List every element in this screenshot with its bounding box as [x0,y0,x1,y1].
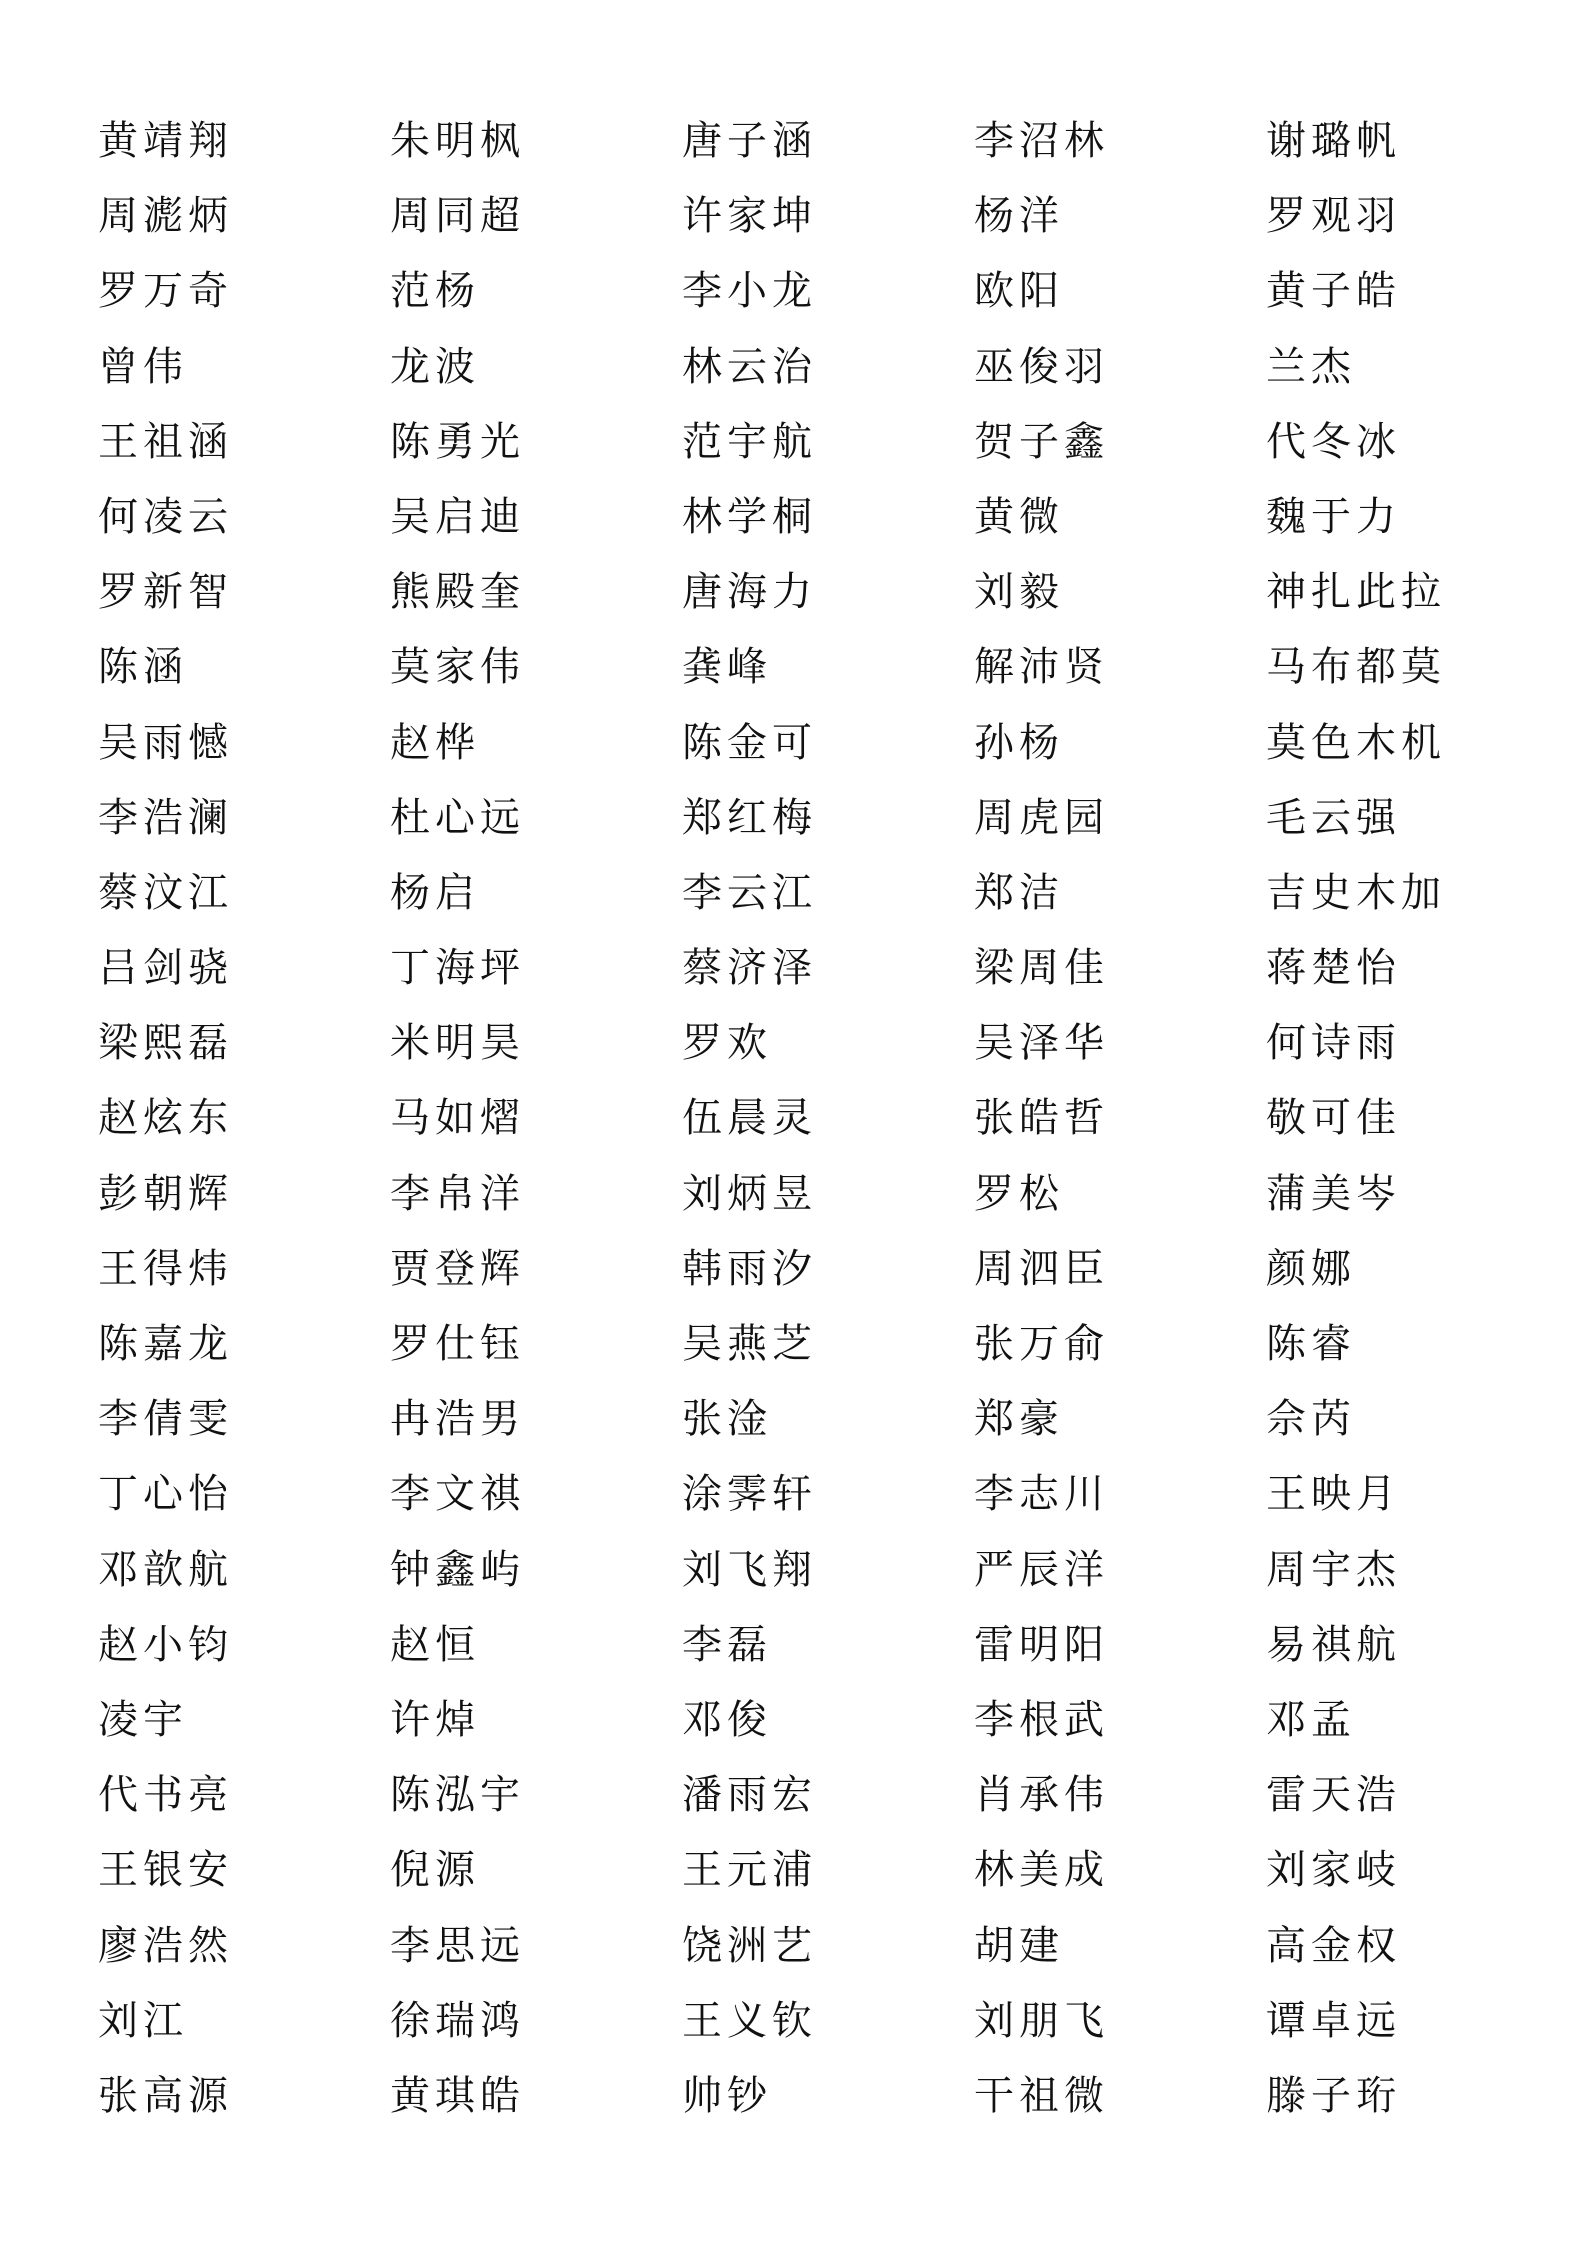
name-entry: 龙波 [390,343,480,390]
name-entry: 梁熙磊 [98,1020,233,1067]
name-entry: 吴雨憾 [98,719,233,766]
name-entry: 张淦 [682,1396,772,1443]
name-entry: 蒋楚怡 [1266,945,1401,992]
name-entry: 何凌云 [98,493,233,540]
name-entry: 吕剑骁 [98,945,233,992]
name-entry: 曾伟 [98,343,188,390]
name-entry: 徐瑞鸿 [390,1997,525,2044]
name-entry: 邓孟 [1266,1696,1356,1743]
name-entry: 吴泽华 [974,1020,1109,1067]
name-entry: 赵恒 [390,1621,480,1668]
name-entry: 杨洋 [974,193,1064,240]
name-entry: 李志川 [974,1471,1109,1518]
name-entry: 彭朝辉 [98,1170,233,1217]
name-entry: 唐海力 [682,569,817,616]
name-entry: 李根武 [974,1696,1109,1743]
name-entry: 胡建 [974,1922,1064,1969]
name-entry: 韩雨汐 [682,1245,817,1292]
name-entry: 吉史木加 [1266,869,1446,916]
name-entry: 马布都莫 [1266,644,1446,691]
name-entry: 李磊 [682,1621,772,1668]
name-entry: 罗万奇 [98,268,233,315]
name-entry: 周泗臣 [974,1245,1109,1292]
name-entry: 涂霁轩 [682,1471,817,1518]
name-entry: 易祺航 [1266,1621,1401,1668]
name-entry: 李浩澜 [98,794,233,841]
name-entry: 冉浩男 [390,1396,525,1443]
name-entry: 滕子珩 [1266,2072,1401,2119]
name-entry: 熊殿奎 [390,569,525,616]
name-entry: 倪源 [390,1847,480,1894]
name-entry: 佘芮 [1266,1396,1356,1443]
name-entry: 刘炳昱 [682,1170,817,1217]
name-entry: 肖承伟 [974,1772,1109,1819]
name-entry: 陈金可 [682,719,817,766]
name-entry: 李思远 [390,1922,525,1969]
name-entry: 罗仕钰 [390,1321,525,1367]
name-entry: 李文祺 [390,1471,525,1518]
name-entry: 李帛洋 [390,1170,525,1217]
name-entry: 凌宇 [98,1696,188,1743]
name-entry: 范宇航 [682,418,817,465]
name-entry: 陈嘉龙 [98,1321,233,1367]
name-entry: 杜心远 [390,794,525,841]
name-entry: 莫色木机 [1266,719,1446,766]
name-entry: 龚峰 [682,644,772,691]
name-entry: 黄靖翔 [98,118,233,164]
name-entry: 郑洁 [974,869,1064,916]
name-entry: 干祖微 [974,2072,1109,2119]
name-entry: 张高源 [98,2072,233,2119]
name-entry: 雷天浩 [1266,1772,1401,1819]
name-entry: 李小龙 [682,268,817,315]
name-entry: 范杨 [390,268,480,315]
name-entry: 朱明枫 [390,118,525,164]
name-entry: 刘江 [98,1997,188,2044]
name-entry: 蔡汶江 [98,869,233,916]
name-entry: 罗松 [974,1170,1064,1217]
name-entry: 欧阳 [974,268,1064,315]
name-entry: 赵桦 [390,719,480,766]
name-entry: 许家坤 [682,193,817,240]
name-entry: 敬可佳 [1266,1095,1401,1142]
name-list-grid [98,104,1558,2134]
name-entry: 陈涵 [98,644,188,691]
name-entry: 周同超 [390,193,525,240]
name-entry: 李云江 [682,869,817,916]
name-entry: 邓歆航 [98,1546,233,1593]
name-entry: 陈勇光 [390,418,525,465]
name-entry: 孙杨 [974,719,1064,766]
name-entry: 赵炫东 [98,1095,233,1142]
name-entry: 魏于力 [1266,493,1401,540]
name-entry: 郑红梅 [682,794,817,841]
name-entry: 王元浦 [682,1847,817,1894]
name-entry: 唐子涵 [682,118,817,164]
name-entry: 丁海坪 [390,945,525,992]
name-entry: 黄琪皓 [390,2072,525,2119]
name-entry: 谭卓远 [1266,1997,1401,2044]
name-entry: 张皓哲 [974,1095,1109,1142]
name-entry: 罗观羽 [1266,193,1401,240]
name-entry: 王义钦 [682,1997,817,2044]
name-entry: 周虎园 [974,794,1109,841]
name-entry: 马如熠 [390,1095,525,1142]
name-entry: 贺子鑫 [974,418,1109,465]
name-entry: 林云治 [682,343,817,390]
name-entry: 梁周佳 [974,945,1109,992]
name-entry: 饶洲艺 [682,1922,817,1969]
name-entry: 帅钞 [682,2072,772,2119]
name-entry: 林学桐 [682,493,817,540]
name-entry: 蔡济泽 [682,945,817,992]
name-entry: 何诗雨 [1266,1020,1401,1067]
name-entry: 毛云强 [1266,794,1401,841]
name-entry: 伍晨灵 [682,1095,817,1142]
name-entry: 王银安 [98,1847,233,1894]
name-entry: 张万俞 [974,1321,1109,1367]
name-entry: 罗新智 [98,569,233,616]
name-entry: 吴启迪 [390,493,525,540]
name-entry: 米明昊 [390,1020,525,1067]
name-entry: 高金权 [1266,1922,1401,1969]
name-entry: 罗欢 [682,1020,772,1067]
name-entry: 巫俊羽 [974,343,1109,390]
name-entry: 陈睿 [1266,1321,1356,1367]
name-entry: 赵小钧 [98,1621,233,1668]
name-entry: 刘家岐 [1266,1847,1401,1894]
name-entry: 严辰洋 [974,1546,1109,1593]
name-entry: 解沛贤 [974,644,1109,691]
name-entry: 蒲美岑 [1266,1170,1401,1217]
name-entry: 刘飞翔 [682,1546,817,1593]
name-entry: 莫家伟 [390,644,525,691]
name-entry: 刘毅 [974,569,1064,616]
name-entry: 吴燕芝 [682,1321,817,1367]
name-entry: 廖浩然 [98,1922,233,1969]
name-entry: 颜娜 [1266,1245,1356,1292]
name-entry: 钟鑫屿 [390,1546,525,1593]
name-entry: 贾登辉 [390,1245,525,1292]
name-entry: 李沼林 [974,118,1109,164]
name-entry: 谢璐帆 [1266,118,1401,164]
name-entry: 雷明阳 [974,1621,1109,1668]
name-entry: 潘雨宏 [682,1772,817,1819]
name-entry: 杨启 [390,869,480,916]
name-entry: 李倩雯 [98,1396,233,1443]
name-entry: 代书亮 [98,1772,233,1819]
name-entry: 黄微 [974,493,1064,540]
name-entry: 黄子皓 [1266,268,1401,315]
name-entry: 王映月 [1266,1471,1401,1518]
name-entry: 陈泓宇 [390,1772,525,1819]
name-entry: 王祖涵 [98,418,233,465]
name-entry: 许焯 [390,1696,480,1743]
name-entry: 丁心怡 [98,1471,233,1518]
name-entry: 神扎此拉 [1266,569,1446,616]
name-entry: 林美成 [974,1847,1109,1894]
name-entry: 兰杰 [1266,343,1356,390]
name-entry: 代冬冰 [1266,418,1401,465]
name-entry: 郑豪 [974,1396,1064,1443]
name-entry: 王得炜 [98,1245,233,1292]
name-entry: 周滮炳 [98,193,233,240]
name-entry: 刘朋飞 [974,1997,1109,2044]
name-entry: 邓俊 [682,1696,772,1743]
name-entry: 周宇杰 [1266,1546,1401,1593]
